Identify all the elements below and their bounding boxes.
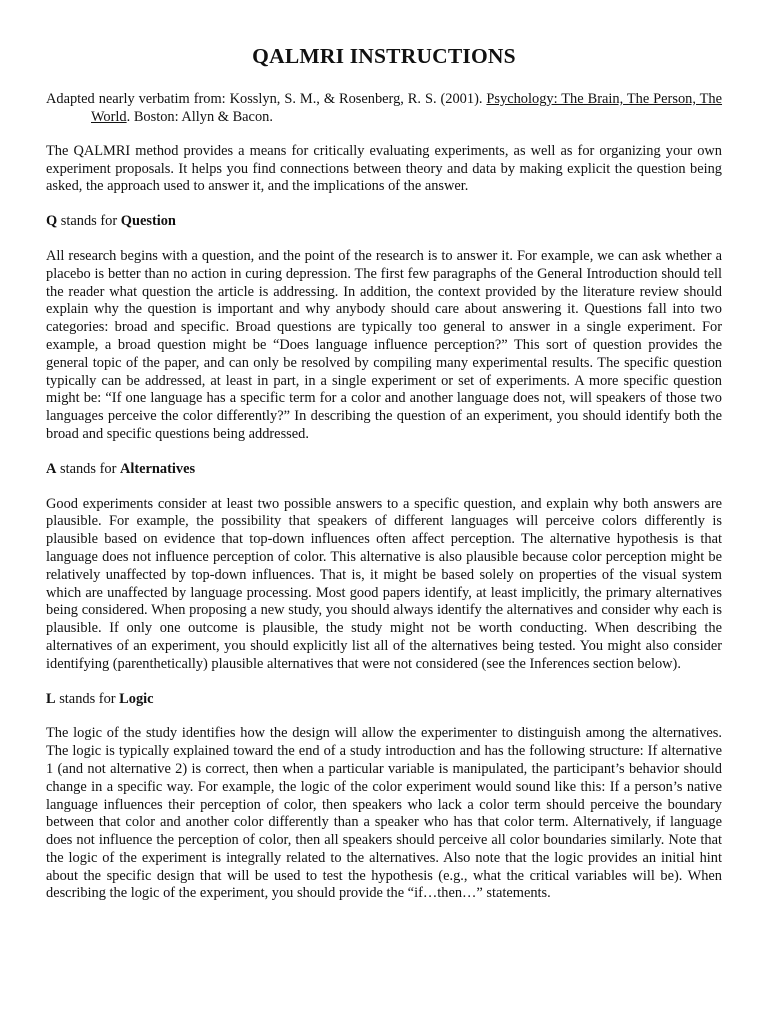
- section-heading-question: [46, 213, 722, 231]
- section-letter: A: [46, 460, 57, 477]
- section-body-question: All research begins with a question, and the point of the research is to answer it. For example, we can ask whether a placebo is better than no action in curing depression. The first few paragraphs of the General Introduction should tell the reader what question the article is addressing. In addition, the context provided by the literature review should explain why the question is important and why anybody should care about answering it. Questions fall into two categories: broad and specific. Broad questions are typically too general to answer in a single experiment. For example, a broad question might be “Does language influence perception?” This sort of question provides the general topic of the paper, and can only be resolved by compiling many experimental results. The specific question typically can be addressed, at least in part, in a single experiment or set of experiments. A more specific question might be: “If one language has a specific term for a color and another language does not, will speakers of those two languages perceive the color differently?” In describing the question of an experiment, you should identify both the broad and specific questions being addressed.: [46, 247, 722, 442]
- section-word: Logic: [119, 690, 154, 707]
- section-stands-for: stands for: [55, 690, 120, 707]
- section-word: Alternatives: [119, 460, 196, 477]
- section-body-alternatives: Good experiments consider at least two possible answers to a specific question, and explain why both answers are plausible. For example, the possibility that speakers of different languages will perceive colors differently is plausible based on evidence that top-down influences often affect perception. The alternative hypothesis is that language does not influence perception of color. This alternative is also plausible because color perception might be relatively unaffected by top-down influences. That is, it might be based solely on properties of the visual system which are unaffected by language processing. Most good papers identify, at least implicitly, the primary alternatives being considered. When proposing a new study, you should always identify the alternatives and consider why each is plausible. If only one outcome is plausible, the study might not be worth conducting. When describing the alternatives of an experiment, you should explicitly list all of the alternatives being tested. You might also consider identifying (parenthetically) plausible alternatives that were not considered (see the Inferences section below).: [46, 495, 722, 672]
- section-letter: Q: [46, 213, 58, 230]
- section-stands-for: stands for: [57, 213, 121, 230]
- citation: [46, 90, 722, 126]
- section-heading-alternatives: [46, 461, 722, 479]
- intro-paragraph: The QALMRI method provides a means for critically evaluating experiments, as well as for organizing your own experiment proposals. It helps you find connections between theory and data by making explicit the question being asked, the approach used to answer it, and the implications of the answer.: [46, 142, 722, 195]
- section-body-logic: The logic of the study identifies how the design will allow the experimenter to distinguish among the alternatives. The logic is typically explained toward the end of a study introduction and has the following structure: If alternative 1 (and not alternative 2) is correct, then when a particular variable is manipulated, the participant’s behavior should change in a specific way. For example, the logic of the color experiment would sound like this: If a person’s native language influences their perception of color, then speakers who lack a color term should perceive the boundary between that color and another color differently than a speaker who has that color term. Alternatively, if language does not influence the perception of color, then all speakers should perceive all color boundaries similarly. Note that the logic of the experiment is integrally related to the alternatives. Also note that the logic provides an initial hint about the specific design that will be used to test the hypothesis (e.g., what the critical variables will be). When describing the logic of the experiment, you should provide the “if…then…” statements.: [46, 725, 722, 902]
- citation-prefix: Adapted nearly verbatim from: Kosslyn, S. M., & Rosenberg, R. S. (2001).: [46, 90, 487, 107]
- citation-suffix: . Boston: Allyn & Bacon.: [126, 108, 273, 125]
- section-letter: L: [46, 690, 56, 707]
- section-heading-logic: [46, 691, 722, 709]
- section-stands-for: stands for: [56, 460, 120, 477]
- citation-book-title: Psychology: The Brain, The Person, The World: [91, 90, 723, 125]
- section-word: Question: [120, 213, 176, 230]
- document-title: QALMRI INSTRUCTIONS: [252, 44, 516, 68]
